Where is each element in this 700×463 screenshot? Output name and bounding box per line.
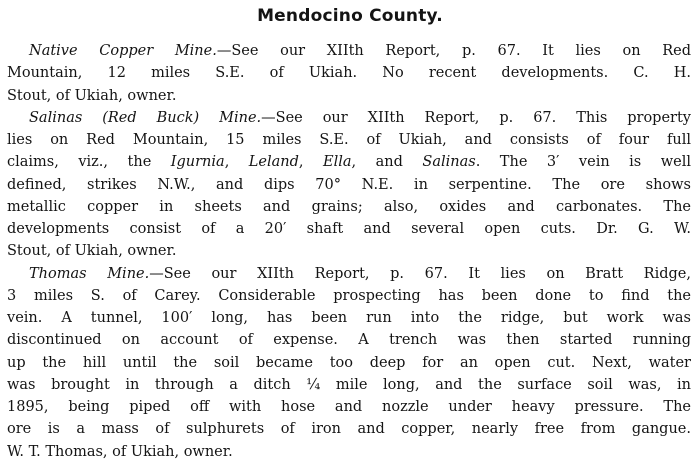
line-text: was brought in through a ditch ¼ mile long, and the surface soil was, in: [7, 376, 691, 393]
text-line: [7, 418, 691, 440]
text-line: [7, 285, 691, 307]
mine-entries: [7, 40, 692, 463]
line-text: —See our XIIth Report, p. 67. This property: [261, 109, 691, 126]
page-title: Mendocino County.: [257, 6, 443, 26]
line-text: vein. A tunnel, 100′ long, has been run into the ridge, but work was: [7, 310, 691, 326]
line-text: discontinued on account of expense. A trench was then started running: [7, 332, 691, 349]
entry-thomas-mine: [7, 263, 691, 463]
text-line: [7, 129, 691, 151]
line-text: Stout, of Ukiah, owner.: [7, 87, 177, 104]
text-line: [7, 62, 691, 84]
text-line: [7, 218, 691, 240]
line-text: ore is a mass of sulphurets of iron and copper, nearly free from gangue.: [7, 421, 691, 438]
paren: ): [193, 109, 220, 126]
line-text: ,: [224, 154, 249, 171]
line-text: . The 3′ vein is well: [475, 154, 692, 171]
line-text: metallic copper in sheets and grains; also, oxides and carbonates. The: [7, 198, 691, 215]
line-text: 3 miles S. of Carey. Considerable prospecting has been done to find the: [7, 287, 691, 304]
mine-name: Native Copper Mine.: [29, 43, 217, 59]
line-text: developments consist of a 20′ shaft and several open cuts. Dr. G. W.: [7, 221, 691, 237]
mine-name: Salinas (: [29, 109, 108, 126]
text-line: [7, 240, 691, 262]
line-text: Mountain, 12 miles S.E. of Ukiah. No recent developments. C. H.: [7, 65, 691, 82]
text-line: [7, 196, 691, 218]
mine-word: Mine.: [219, 109, 262, 126]
line-text: W. T. Thomas, of Ukiah, owner.: [7, 443, 233, 460]
text-line: [7, 85, 691, 107]
text-line: [7, 174, 691, 196]
claim-name: Igurnia: [170, 154, 225, 171]
text-line: [7, 396, 691, 418]
line-text: —See our XIIth Report, p. 67. It lies on Red: [216, 43, 691, 59]
line-text: lies on Red Mountain, 15 miles S.E. of Ukiah, and consists of four full: [7, 132, 691, 148]
line-text: claims, viz., the: [7, 154, 171, 171]
text-line: [7, 307, 691, 329]
line-text: ,: [298, 154, 324, 171]
text-line: [29, 107, 691, 129]
claim-name: Leland: [248, 154, 299, 171]
line-text: up the hill until the soil became too deep for an open cut. Next, water: [7, 354, 691, 371]
text-line: [7, 374, 691, 396]
entry-salinas-mine: [7, 107, 692, 263]
text-line: [29, 263, 691, 285]
claim-name: Salinas: [422, 154, 476, 171]
text-line: [7, 329, 691, 351]
text-line: [7, 441, 691, 463]
line-text: 1895, being piped off with hose and nozzle under heavy pressure. The: [7, 399, 691, 415]
line-text: , and: [351, 154, 423, 171]
text-line: [7, 352, 691, 374]
entry-native-copper-mine: [7, 40, 691, 107]
alias: Red Buck: [107, 109, 194, 126]
text-line: [7, 151, 691, 173]
mine-name: Thomas Mine.: [29, 265, 150, 282]
line-text: Stout, of Ukiah, owner.: [7, 243, 177, 260]
text-line: [29, 40, 691, 62]
claim-name: Ella: [323, 154, 352, 171]
line-text: defined, strikes N.W., and dips 70° N.E. in serpentine. The ore shows: [7, 176, 691, 193]
line-text: —See our XIIth Report, p. 67. It lies on Bratt Ridge,: [149, 265, 691, 282]
